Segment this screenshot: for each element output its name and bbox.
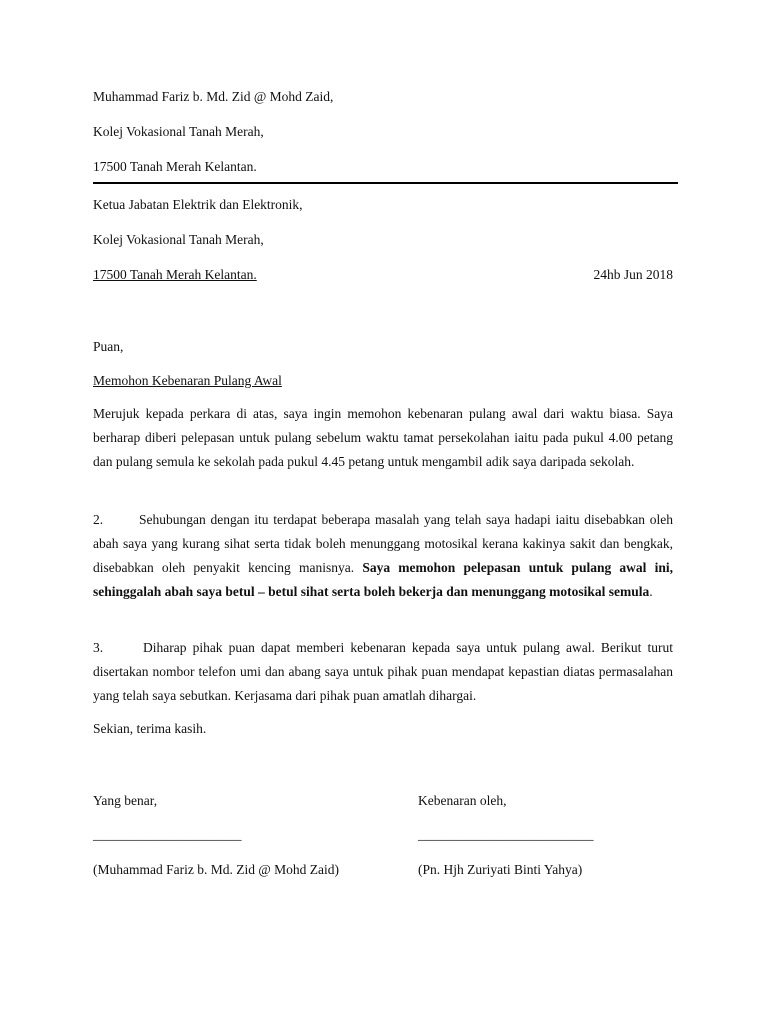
closing-line: Sekian, terima kasih.	[93, 721, 207, 736]
recipient-address: 17500 Tanah Merah Kelantan.	[93, 267, 257, 282]
header-divider	[93, 182, 678, 184]
signature-right-name: (Pn. Hjh Zuriyati Binti Yahya)	[418, 862, 583, 877]
salutation: Puan,	[93, 339, 124, 354]
signature-left-name: (Muhammad Fariz b. Md. Zid @ Mohd Zaid)	[93, 862, 340, 877]
sender-name: Muhammad Fariz b. Md. Zid @ Mohd Zaid,	[93, 89, 334, 104]
signature-left-label: Yang benar,	[93, 793, 158, 808]
paragraph-2	[93, 508, 673, 604]
letter-date: 24hb Jun 2018	[593, 267, 673, 282]
paragraph-2-end: .	[649, 584, 653, 599]
paragraph-3	[93, 636, 673, 708]
paragraph-3-text: Diharap pihak puan dapat memberi kebenaran kepada saya untuk pulang awal. Berikut turut disertakan nombor telefon umi dan abang saya untuk pihak puan mendapat kepastian diatas permasalahan yang telah saya sebutkan. Kerjasama dari pihak puan amatlah dihargai.	[93, 640, 673, 703]
paragraph-2-number: 2.	[93, 512, 104, 527]
letter-page	[93, 0, 678, 1024]
recipient-title: Ketua Jabatan Elektrik dan Elektronik,	[93, 197, 303, 212]
paragraph-3-number: 3.	[93, 640, 104, 655]
paragraph-2-bold-text: Saya memohon pelepasan untuk pulang awal ini, sehinggalah abah saya betul – betul sihat serta boleh bekerja dan menunggang motosikal semula	[93, 560, 673, 599]
subject-line: Memohon Kebenaran Pulang Awal	[93, 373, 282, 388]
signature-right-line: __________________________	[418, 827, 594, 842]
sender-address: 17500 Tanah Merah Kelantan.	[93, 159, 257, 174]
paragraph-2-text: Sehubungan dengan itu terdapat beberapa masalah yang telah saya hadapi iaitu disebabkan oleh abah saya yang kurang sihat serta tidak boleh menunggang motosikal kerana kakinya sakit dan bengkak, disebabkan oleh penyakit kencing manisnya.	[93, 512, 673, 575]
paragraph-1: Merujuk kepada perkara di atas, saya ingin memohon kebenaran pulang awal dari waktu biasa. Saya berharap diberi pelepasan untuk pulang sebelum waktu tamat persekolahan iaitu pada pukul 4.00 petang dan pulang semula ke sekolah pada pukul 4.45 petang untuk mengambil adik saya daripada sekolah.	[93, 406, 673, 469]
recipient-institution: Kolej Vokasional Tanah Merah,	[93, 232, 264, 247]
sender-institution: Kolej Vokasional Tanah Merah,	[93, 124, 264, 139]
signature-left-line: ______________________	[93, 827, 242, 842]
signature-right-label: Kebenaran oleh,	[418, 793, 507, 808]
